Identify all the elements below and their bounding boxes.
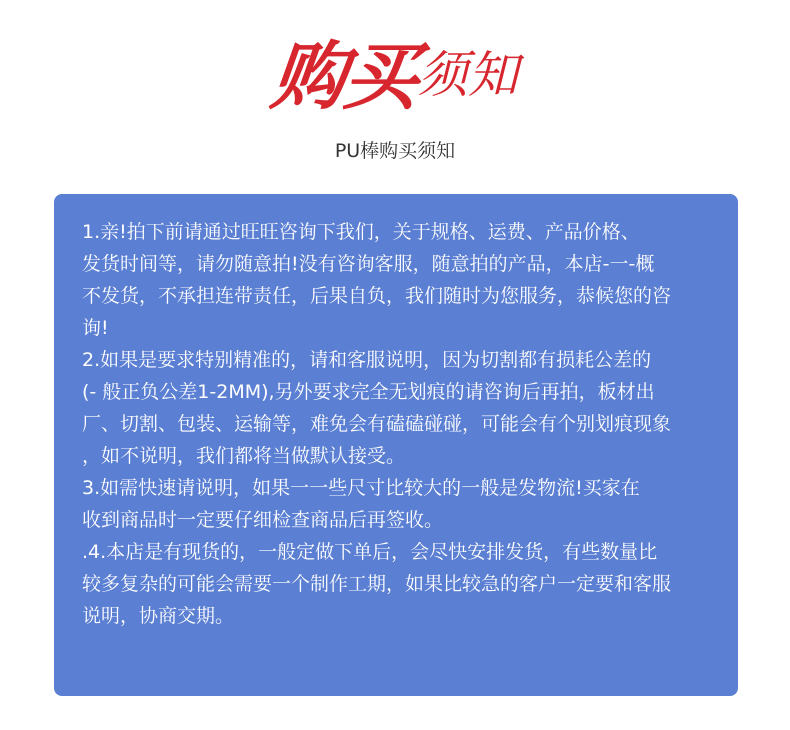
notice-line: 2.如果是要求特别精准的，请和客服说明，因为切割都有损耗公差的 xyxy=(82,349,652,371)
notice-line: 较多复杂的可能会需要一个制作工期，如果比较急的客户一定要和客服 xyxy=(82,573,672,595)
notice-line: 3.如需快速请说明，如果一一些尺寸比较大的一般是发物流!买家在 xyxy=(82,477,640,499)
notice-line: (- 般正负公差1-2MM),另外要求完全无划痕的请咨询后再拍，板材出 xyxy=(82,381,655,403)
notice-line: 厂、切割、包装、运输等，难免会有磕磕碰碰，可能会有个别划痕现象 xyxy=(82,413,672,435)
notice-line: 收到商品时一定要仔细检查商品后再签收。 xyxy=(82,509,444,531)
notice-line: 不发货，不承担连带责任，后果自负，我们随时为您服务，恭候您的咨 xyxy=(82,285,672,307)
notice-line: ，如不说明，我们都将当做默认接受。 xyxy=(82,445,406,467)
notice-line: 说明，协商交期。 xyxy=(82,605,235,627)
notice-line: 1.亲!拍下前请通过旺旺咨询下我们，关于规格、运费、产品价格、 xyxy=(82,221,640,243)
notice-line: 询! xyxy=(82,317,109,339)
title-sub: 须知 xyxy=(418,46,518,104)
title-main: 购买 xyxy=(267,34,421,120)
notice-text xyxy=(82,216,722,632)
notice-line: 发货时间等，请勿随意拍!没有咨询客服，随意拍的产品，本店-一-概 xyxy=(82,253,655,275)
page-subtitle: PU棒购买须知 xyxy=(334,140,456,162)
notice-line: .4.本店是有现货的，一般定做下单后，会尽快安排发货，有些数量比 xyxy=(82,541,658,563)
page-title xyxy=(0,30,790,120)
